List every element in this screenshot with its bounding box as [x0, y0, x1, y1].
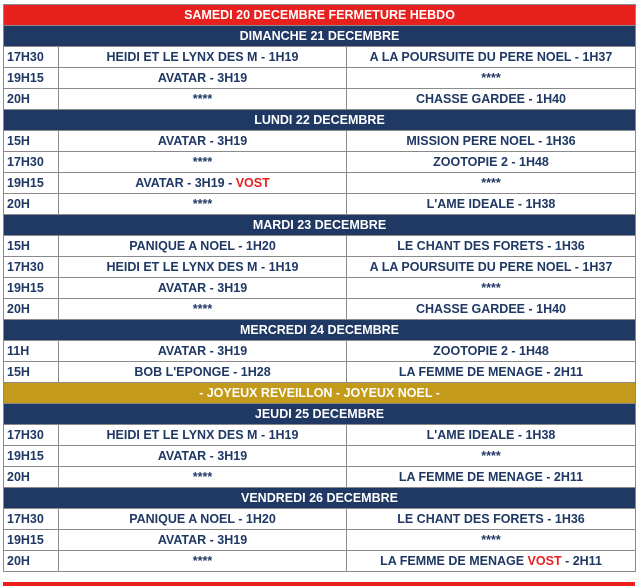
screen-2-film: [347, 173, 636, 194]
screen-2-film: [347, 425, 636, 446]
screen-1-film: [59, 278, 347, 299]
showtime: 20H: [4, 467, 59, 488]
showtime: 17H30: [4, 425, 59, 446]
film-title: AVATAR - 3H19: [157, 449, 248, 463]
day-header: DIMANCHE 21 DECEMBRE: [4, 26, 636, 47]
showtime: 17H30: [4, 152, 59, 173]
screen-2-film: [347, 236, 636, 257]
film-title: LA FEMME DE MENAGE - 2H11: [398, 470, 584, 484]
screen-1-film: [59, 89, 347, 110]
film-title: CHASSE GARDEE - 1H40: [415, 92, 567, 106]
film-title: ****: [192, 554, 213, 568]
film-title: AVATAR - 3H19: [157, 344, 248, 358]
film-title: ****: [481, 176, 501, 190]
showtime: 17H30: [4, 509, 59, 530]
day-header-row: [4, 404, 636, 425]
showtime-row: [4, 278, 636, 299]
day-header-row: [4, 215, 636, 236]
film-title: HEIDI ET LE LYNX DES M - 1H19: [106, 50, 299, 64]
screen-1-film: [59, 362, 347, 383]
showtime: 15H: [4, 131, 59, 152]
showtime-row: [4, 257, 636, 278]
vost-label: VOST: [527, 554, 562, 568]
film-title: ****: [192, 92, 213, 106]
film-title: ZOOTOPIE 2 - 1H48: [433, 155, 549, 169]
closure-title: SAMEDI 20 DECEMBRE FERMETURE HEBDO: [4, 5, 636, 26]
film-title: LE CHANT DES FORETS - 1H36: [397, 239, 585, 253]
day-header-row: [4, 26, 636, 47]
showtime: 17H30: [4, 257, 59, 278]
film-duration: - 2H11: [561, 554, 602, 568]
showtime-row: [4, 509, 636, 530]
showtime-row: [4, 47, 636, 68]
screen-2-film: [347, 467, 636, 488]
film-title: LA FEMME DE MENAGE - 2H11: [398, 365, 584, 379]
showtime-row: [4, 89, 636, 110]
screen-2-film: [347, 89, 636, 110]
film-title: ****: [192, 302, 213, 316]
film-title: A LA POURSUITE DU PERE NOEL - 1H37: [369, 260, 613, 274]
bottom-band: [3, 582, 635, 586]
showtime: 15H: [4, 236, 59, 257]
screen-1-film: [59, 131, 347, 152]
screen-1-film: [59, 68, 347, 89]
day-header: VENDREDI 26 DECEMBRE: [4, 488, 636, 509]
screen-2-film: [347, 131, 636, 152]
showtime: 19H15: [4, 446, 59, 467]
day-header: MARDI 23 DECEMBRE: [4, 215, 636, 236]
showtime: 19H15: [4, 530, 59, 551]
film-title: ****: [481, 533, 501, 547]
film-title: HEIDI ET LE LYNX DES M - 1H19: [106, 260, 299, 274]
showtime: 17H30: [4, 47, 59, 68]
showtime-row: [4, 341, 636, 362]
day-header: JEUDI 25 DECEMBRE: [4, 404, 636, 425]
vost-label: VOST: [235, 176, 270, 190]
screen-1-film: [59, 236, 347, 257]
showtime: 15H: [4, 362, 59, 383]
film-title: LA FEMME DE MENAGE: [380, 554, 528, 568]
screen-2-film: [347, 509, 636, 530]
film-title: L'AME IDEALE - 1H38: [426, 428, 556, 442]
showtime-row: [4, 173, 636, 194]
screen-1-film: [59, 47, 347, 68]
film-title: AVATAR - 3H19: [157, 281, 248, 295]
screen-2-film: [347, 68, 636, 89]
screen-1-film: [59, 341, 347, 362]
showtime-row: [4, 362, 636, 383]
day-header: MERCREDI 24 DECEMBRE: [4, 320, 636, 341]
screen-1-film: [59, 257, 347, 278]
screen-1-film: [59, 509, 347, 530]
showtime-row: [4, 467, 636, 488]
showtime-row: [4, 68, 636, 89]
day-header: LUNDI 22 DECEMBRE: [4, 110, 636, 131]
holiday-banner-row: [4, 383, 636, 404]
film-title: ****: [192, 155, 213, 169]
screen-2-film: [347, 278, 636, 299]
showtime-row: [4, 236, 636, 257]
screen-2-film: [347, 152, 636, 173]
film-title: L'AME IDEALE - 1H38: [426, 197, 556, 211]
screen-1-film: [59, 152, 347, 173]
schedule-body: [4, 5, 636, 572]
showtime: 19H15: [4, 68, 59, 89]
screen-1-film: [59, 194, 347, 215]
showtime: 20H: [4, 89, 59, 110]
showtime-row: [4, 425, 636, 446]
film-title: ****: [192, 197, 213, 211]
showtime-row: [4, 152, 636, 173]
film-title: AVATAR - 3H19: [157, 533, 248, 547]
screen-1-film: [59, 551, 347, 572]
film-title: ****: [481, 281, 501, 295]
screen-1-film: [59, 530, 347, 551]
holiday-banner: - JOYEUX REVEILLON - JOYEUX NOEL -: [4, 383, 636, 404]
film-title: PANIQUE A NOEL - 1H20: [129, 512, 276, 526]
screen-2-film: [347, 194, 636, 215]
showtime: 20H: [4, 194, 59, 215]
screen-1-film: [59, 299, 347, 320]
closure-title-row: [4, 5, 636, 26]
film-title: AVATAR - 3H19: [157, 134, 248, 148]
screen-2-film: [347, 47, 636, 68]
showtime: 20H: [4, 299, 59, 320]
day-header-row: [4, 320, 636, 341]
showtime-row: [4, 131, 636, 152]
film-title: ****: [481, 71, 501, 85]
film-title: BOB L'EPONGE - 1H28: [134, 365, 271, 379]
film-title: MISSION PERE NOEL - 1H36: [406, 134, 576, 148]
screen-1-film: [59, 173, 347, 194]
day-header-row: [4, 488, 636, 509]
screen-2-film: [347, 530, 636, 551]
screen-2-film: [347, 551, 636, 572]
showtime: 20H: [4, 551, 59, 572]
film-title: A LA POURSUITE DU PERE NOEL - 1H37: [369, 50, 613, 64]
screen-2-film: [347, 362, 636, 383]
film-title: AVATAR - 3H19: [157, 71, 248, 85]
film-title: PANIQUE A NOEL - 1H20: [129, 239, 276, 253]
film-title: AVATAR - 3H19 -: [135, 176, 236, 190]
showtime: 19H15: [4, 173, 59, 194]
film-title: ZOOTOPIE 2 - 1H48: [433, 344, 549, 358]
schedule-table: [3, 4, 636, 572]
showtime-row: [4, 194, 636, 215]
showtime-row: [4, 530, 636, 551]
film-title: ****: [481, 449, 501, 463]
screen-1-film: [59, 467, 347, 488]
screen-2-film: [347, 446, 636, 467]
showtime: 11H: [4, 341, 59, 362]
showtime-row: [4, 551, 636, 572]
film-title: CHASSE GARDEE - 1H40: [415, 302, 567, 316]
screen-2-film: [347, 341, 636, 362]
day-header-row: [4, 110, 636, 131]
screen-1-film: [59, 425, 347, 446]
showtime: 19H15: [4, 278, 59, 299]
showtime-row: [4, 446, 636, 467]
film-title: HEIDI ET LE LYNX DES M - 1H19: [106, 428, 299, 442]
showtime-row: [4, 299, 636, 320]
screen-1-film: [59, 446, 347, 467]
film-title: LE CHANT DES FORETS - 1H36: [397, 512, 585, 526]
screen-2-film: [347, 257, 636, 278]
screen-2-film: [347, 299, 636, 320]
film-title: ****: [192, 470, 213, 484]
